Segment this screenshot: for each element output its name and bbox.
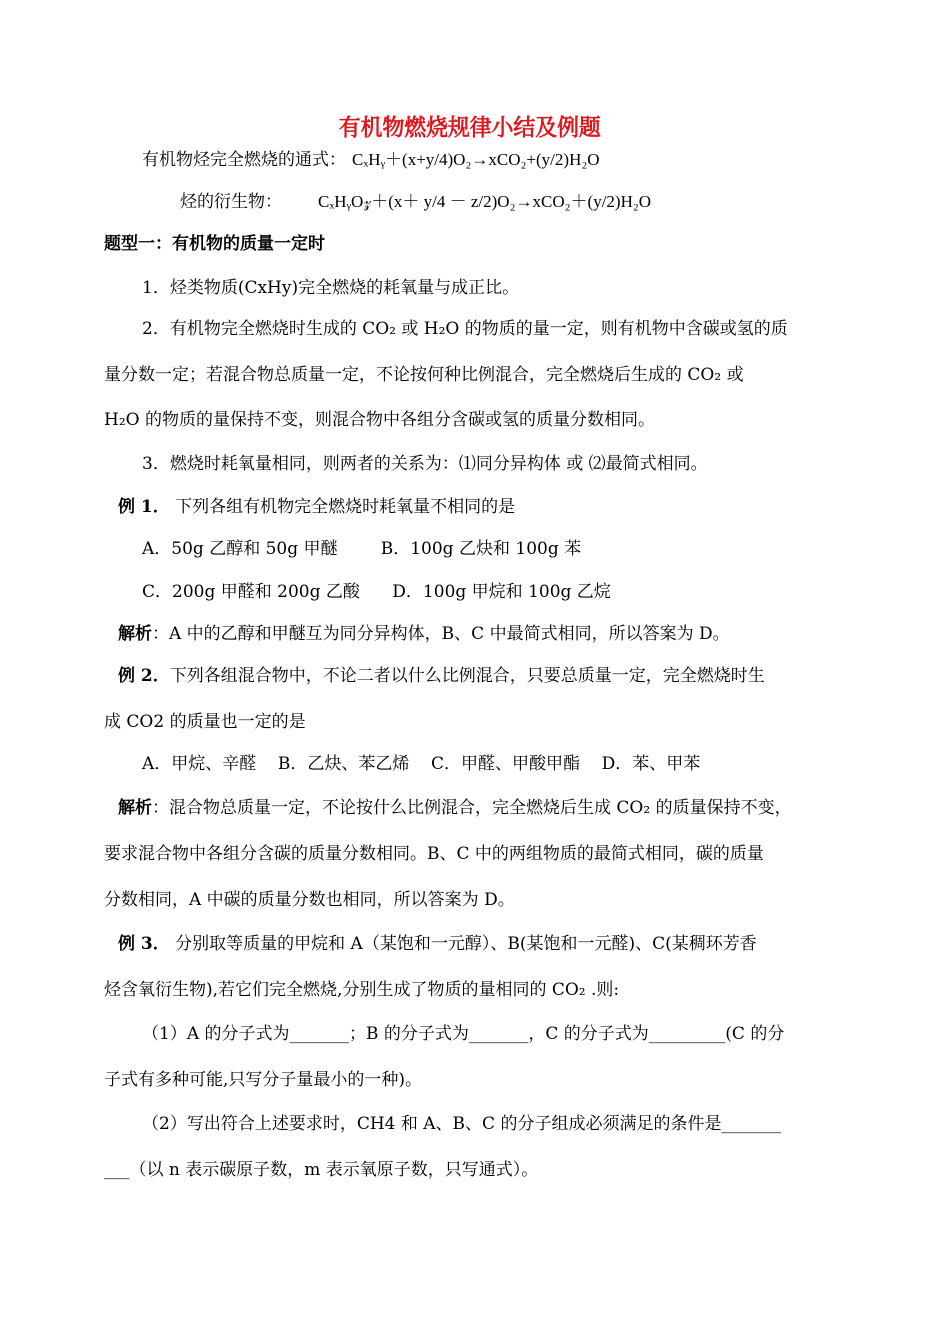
rule-2-line-2: 量分数一定；若混合物总质量一定，不论按何种比例混合，完全燃烧后生成的 CO₂ 或 <box>104 365 744 385</box>
example-1-label: 例 1． <box>118 497 170 517</box>
example-2-analysis-line-1 <box>118 796 792 820</box>
derivative-formula-label: 烃的衍生物： <box>180 192 282 212</box>
example-2-question-line-2: 成 CO2 的质量也一定的是 <box>104 712 306 732</box>
section-heading: 题型一：有机物的质量一定时 <box>104 234 325 254</box>
document-title: 有机物燃烧规律小结及例题 <box>338 115 601 141</box>
example-3-question-line-2: 烃含氧衍生物),若它们完全燃烧,分别生成了物质的量相同的 CO₂ .则: <box>104 980 620 1000</box>
hydrocarbon-formula: CₓHᵧ＋(x+y/4)O₂→xCO₂+(y/2)H₂O <box>352 150 600 169</box>
example-3-text: 分别取等质量的甲烷和 A（某饱和一元醇）、B(某饱和一元醛)、C(某稠环芳香 <box>169 934 757 954</box>
example-2-analysis-text: ：混合物总质量一定，不论按什么比例混合，完全燃烧后生成 CO₂ 的质量保持不变， <box>152 798 792 818</box>
example-1-analysis <box>118 622 730 646</box>
rule-2-line-3: H₂O 的物质的量保持不变，则混合物中各组分含碳或氢的质量分数相同。 <box>104 410 655 430</box>
example-3-part-1-line-1: （1）A 的分子式为_______；B 的分子式为_______，C 的分子式为_________(C 的分 <box>142 1024 785 1044</box>
example-2-question-line-1 <box>118 664 765 688</box>
hydrocarbon-formula-line <box>142 148 600 172</box>
example-2-text: 下列各组混合物中，不论二者以什么比例混合，只要总质量一定，完全燃烧时生 <box>169 666 765 686</box>
example-3-part-2-line-1: （2）写出符合上述要求时，CH4 和 A、B、C 的分子组成必须满足的条件是_______ <box>142 1114 781 1134</box>
example-2-analysis-line-3: 分数相同，A 中碳的质量分数也相同，所以答案为 D。 <box>104 890 515 910</box>
rule-3: 3．燃烧时耗氧量相同，则两者的关系为：⑴同分异构体 或 ⑵最简式相同。 <box>142 454 708 474</box>
example-1-options-line-1: A．50g 乙醇和 50g 甲醚 B．100g 乙炔和 100g 苯 <box>142 539 582 559</box>
example-3-label: 例 3． <box>118 934 170 954</box>
example-3-part-2-line-2: ___（以 n 表示碳原子数，m 表示氧原子数，只写通式）。 <box>104 1160 539 1180</box>
example-1-options-line-2: C．200g 甲醛和 200g 乙酸 D．100g 甲烷和 100g 乙烷 <box>142 582 611 602</box>
example-1-analysis-text: ：A 中的乙醇和甲醚互为同分异构体，B、C 中最简式相同，所以答案为 D。 <box>152 624 730 644</box>
rule-1: 1．烃类物质(CxHy)完全燃烧的耗氧量与成正比。 <box>142 278 520 298</box>
example-2-analysis-line-2: 要求混合物中各组分含碳的质量分数相同。B、C 中的两组物质的最简式相同，碳的质量 <box>104 844 764 864</box>
hydrocarbon-formula-label: 有机物烃完全燃烧的通式： <box>142 150 346 170</box>
derivative-formula-line <box>180 190 651 214</box>
example-3-part-1-line-2: 子式有多种可能,只写分子量最小的一种)。 <box>104 1070 423 1090</box>
example-1-text: 下列各组有机物完全燃烧时耗氧量不相同的是 <box>169 497 516 517</box>
example-2-analysis-label: 解析 <box>118 798 152 818</box>
example-2-label: 例 2． <box>118 666 170 686</box>
example-1-analysis-label: 解析 <box>118 624 152 644</box>
rule-2-line-1: 2．有机物完全燃烧时生成的 CO₂ 或 H₂O 的物质的量一定，则有机物中含碳或氢的质 <box>142 319 788 339</box>
example-3-question-line-1 <box>118 932 757 956</box>
example-1-question <box>118 495 515 519</box>
example-2-options: A．甲烷、辛醛 B．乙炔、苯乙烯 C．甲醛、甲酸甲酯 D．苯、甲苯 <box>142 754 701 774</box>
derivative-formula: CₓHᵧO𝓏＋(x＋ y/4 － z/2)O₂→xCO₂＋(y/2)H₂O <box>318 192 652 211</box>
